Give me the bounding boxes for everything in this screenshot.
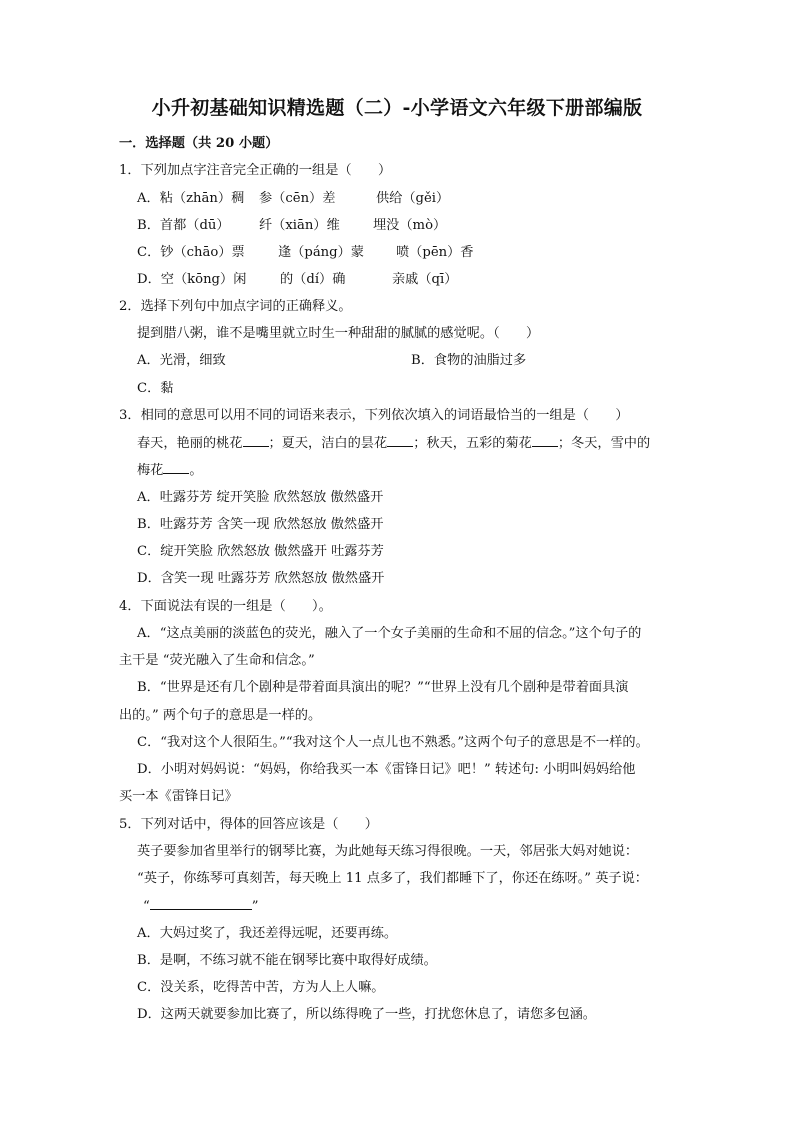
q5-passage-line1: 英子要参加省里举行的钢琴比赛，为此她每天练习得很晚。一天，邻居张大妈对她说： xyxy=(137,844,639,859)
q3-stem: 3．相同的意思可以用不同的词语来表示，下列依次填入的词语最恰当的一组是（ ） xyxy=(119,408,629,423)
q3-option-c: C．绽开笑脸 欣然怒放 傲然盛开 吐露芬芳 xyxy=(137,544,384,559)
q5-option-a: A．大妈过奖了，我还差得远呢，还要再练。 xyxy=(137,926,398,941)
q3-passage-line1 xyxy=(137,434,650,453)
q1-option-a xyxy=(137,190,449,208)
q2-option-c: C．黏 xyxy=(137,381,174,396)
q4-option-a-line2: 主干是 “荧光融入了生命和信念。” xyxy=(119,653,315,668)
q5-answer-blank-line xyxy=(143,897,259,916)
q3-passage-line2 xyxy=(137,461,203,480)
q5-answer-blank xyxy=(150,897,252,910)
q3-blank-4 xyxy=(163,461,189,474)
q2-option-a: A．光滑，细致 xyxy=(137,353,226,368)
q5-option-c: C．没关系，吃得苦中苦，方为人上人嘛。 xyxy=(137,980,385,995)
q1-d-2: 的（dí）确 xyxy=(280,272,346,287)
q3-p1-b: ；夏天，洁白的昙花 xyxy=(268,436,388,451)
q5-close-quote: ” xyxy=(251,899,259,914)
q3-p1-c: ；秋天，五彩的菊花 xyxy=(413,436,532,451)
q1-option-c xyxy=(137,244,474,262)
q5-option-d: D．这两天就要参加比赛了，所以练得晚了一些，打扰您休息了，请您多包涵。 xyxy=(137,1007,596,1022)
q4-option-b-line2: 出的。” 两个句子的意思是一样的。 xyxy=(119,708,322,723)
q2-option-b: B．食物的油脂过多 xyxy=(411,353,527,368)
q3-blank-2 xyxy=(387,434,413,447)
q1-stem: 1．下列加点字注音完全正确的一组是（ ） xyxy=(119,163,392,178)
q4-option-b-line1: B．“世界是还有几个剧种是带着面具演出的呢？”“世界上没有几个剧种是带着面具演 xyxy=(137,680,629,695)
q1-option-b xyxy=(137,217,446,235)
q3-p1-a: 春天，艳丽的桃花 xyxy=(137,436,243,451)
document-title: 小升初基础知识精选题（二）-小学语文六年级下册部编版 xyxy=(151,97,643,119)
q5-passage-line2: “英子，你练琴可真刻苦，每天晚上 11 点多了，我们都睡下了，你还在练呀。” 英子说： xyxy=(137,871,648,886)
q1-b-3: 埋没（mò） xyxy=(373,218,447,233)
q1-d-1: D．空（kōng）闲 xyxy=(137,272,247,287)
q3-blank-1 xyxy=(243,434,269,447)
q3-p2-a: 梅花 xyxy=(137,463,164,478)
q1-b-1: B．首都（dū） xyxy=(137,218,230,233)
q3-blank-3 xyxy=(532,434,558,447)
q5-option-b: B．是啊，不练习就不能在钢琴比赛中取得好成绩。 xyxy=(137,953,437,968)
section-heading: 一．选择题（共 20 小题） xyxy=(119,136,279,151)
q3-p1-d: ；冬天，雪中的 xyxy=(557,436,651,451)
q4-option-d-line1: D．小明对妈妈说：“妈妈，你给我买一本《雷锋日记》吧！” 转述句: 小明叫妈妈给他 xyxy=(137,762,636,777)
q4-option-c: C．“我对这个人很陌生。”“我对这个人一点儿也不熟悉。”这两个句子的意思是不一样的。 xyxy=(137,735,649,750)
q4-option-d-line2: 买一本《雷锋日记》 xyxy=(119,789,238,804)
q1-b-2: 纤（xiān）维 xyxy=(259,218,340,233)
q3-option-d: D．含笑一现 吐露芬芳 欣然怒放 傲然盛开 xyxy=(137,571,385,586)
q1-a-3: 供给（gěi） xyxy=(376,191,450,206)
q1-a-2: 参（cēn）差 xyxy=(259,191,336,206)
q3-option-a: A．吐露芬芳 绽开笑脸 欣然怒放 傲然盛开 xyxy=(137,490,384,505)
q1-c-2: 逢（páng）蒙 xyxy=(278,245,364,260)
q5-open-quote: “ xyxy=(143,899,150,914)
q3-option-b: B．吐露芬芳 含笑一现 欣然怒放 傲然盛开 xyxy=(137,517,384,532)
q1-c-1: C．钞（chāo）票 xyxy=(137,245,245,260)
q1-option-d xyxy=(137,271,457,289)
q1-d-3: 亲戚（qī） xyxy=(392,272,458,287)
q4-option-a-line1: A．“这点美丽的淡蓝色的荧光，融入了一个女子美丽的生命和不屈的信念。”这个句子的 xyxy=(137,626,642,641)
q3-p2-b: 。 xyxy=(189,463,203,478)
q1-a-1: A．粘（zhān）稠 xyxy=(137,191,245,206)
q5-stem: 5．下列对话中，得体的回答应该是（ ） xyxy=(119,817,378,832)
q2-stem: 2．选择下列句中加点字词的正确释义。 xyxy=(119,299,352,314)
q4-stem: 4．下面说法有误的一组是（ ）。 xyxy=(119,599,332,614)
q1-c-3: 喷（pēn）香 xyxy=(396,245,474,260)
q2-sentence: 提到腊八粥，谁不是嘴里就立时生一种甜甜的腻腻的感觉呢。（ ） xyxy=(137,326,540,341)
